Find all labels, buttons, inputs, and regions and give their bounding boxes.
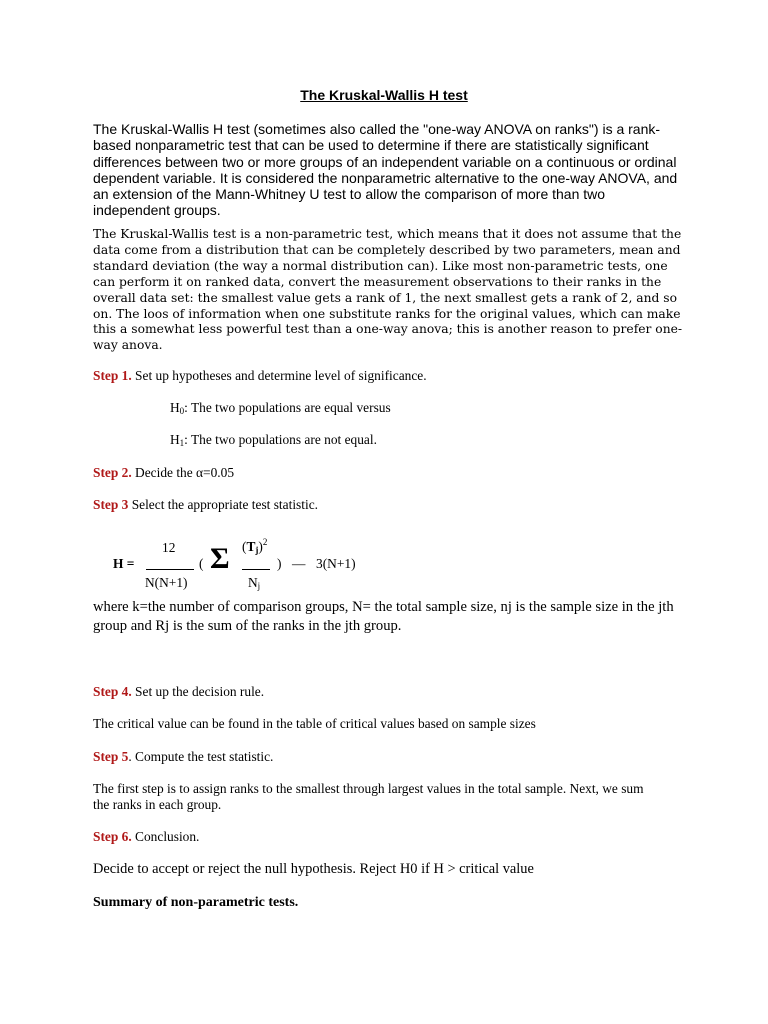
formula-n-term <box>248 575 260 591</box>
h-statistic-formula <box>0 530 768 595</box>
description-paragraph: The Kruskal-Wallis test is a non-parametric test, which means that it does not assume that the data come from a distribution that can be completely described by two parameters, mean and standard deviation (the way a normal distribution can). Like most non-parametric tests, one can perform it on ranked data, convert the measurement observations to their ranks in the overall data set: the smallest value gets a rank of 1, the next smallest gets a rank of 2, and so on. The loos of information when one substitute ranks for the original values, which can make this a somewhat less powerful test than a one-way anova; this is another reason to prefer one-way anova. <box>93 227 683 353</box>
hypothesis-null <box>170 400 391 419</box>
step-5-text: . Compute the test statistic. <box>128 749 274 764</box>
step-6-body: Decide to accept or reject the null hypothesis. Reject H0 if H > critical value <box>93 861 534 877</box>
hypothesis-alternative <box>170 432 377 451</box>
step-4-text: Set up the decision rule. <box>131 684 265 699</box>
h0-letter: H <box>170 400 180 415</box>
n-letter: N <box>248 575 258 590</box>
step-1-label: Step 1. <box>93 368 132 383</box>
step-6-label: Step 6. <box>93 829 132 844</box>
formula-close-paren: ) <box>277 556 282 571</box>
n-subscript: j <box>257 581 261 591</box>
step-5 <box>93 749 273 765</box>
t-open: ( <box>242 539 247 554</box>
h0-subscript: 0 <box>179 406 185 416</box>
step-1-text: Set up hypotheses and determine level of significance. <box>131 368 427 383</box>
step-5-body: The first step is to assign ranks to the smallest through largest values in the total sample. Next, we sum the ranks in each group. <box>93 781 644 812</box>
formula-t-term <box>242 537 267 555</box>
t-letter: T <box>246 539 256 554</box>
t-power: 2 <box>262 537 268 547</box>
formula-lhs: H = <box>113 556 135 571</box>
step-6-text: Conclusion. <box>131 829 200 844</box>
formula-denominator: N(N+1) <box>145 575 188 590</box>
step-3 <box>93 497 318 513</box>
step-4-label: Step 4. <box>93 684 132 699</box>
step-3-text: Select the appropriate test statistic. <box>128 497 318 512</box>
h1-subscript: 1 <box>179 438 185 448</box>
step-2-label: Step 2. <box>93 465 132 480</box>
inner-fraction-bar <box>242 569 270 570</box>
formula-numerator: 12 <box>162 540 176 555</box>
sigma-symbol: Σ <box>210 542 230 575</box>
step-2-text: Decide the α=0.05 <box>131 465 235 480</box>
step-3-label: Step 3 <box>93 497 129 512</box>
document-title: The Kruskal-Wallis H test <box>300 87 468 103</box>
h1-text: : The two populations are not equal. <box>184 432 377 447</box>
t-close: ) <box>258 539 263 554</box>
step-1 <box>93 368 427 384</box>
intro-paragraph: The Kruskal-Wallis H test (sometimes also called the "one-way ANOVA on ranks") is a rank-based nonparametric test that can be used to determine if there are statistically significant differences between two or more groups of an independent variable on a continuous or ordinal dependent variable. It is considered the nonparametric alternative to the one-way ANOVA, and an extension of the Mann-Whitney U test to allow the comparison of more than two independent groups. <box>93 121 678 219</box>
summary-heading: Summary of non-parametric tests. <box>93 895 299 910</box>
formula-open-paren: ( <box>199 556 204 571</box>
formula-tail: 3(N+1) <box>316 556 356 571</box>
step-4 <box>93 684 264 700</box>
fraction-bar <box>146 569 194 570</box>
h0-text: : The two populations are equal versus <box>184 400 391 415</box>
formula-minus: — <box>292 556 306 571</box>
formula-explanation: where k=the number of comparison groups, N= the total sample size, nj is the sample size in the jth group and Rj is the sum of the ranks in the jth group. <box>93 599 674 634</box>
h1-letter: H <box>170 432 180 447</box>
step-4-body: The critical value can be found in the table of critical values based on sample sizes <box>93 716 536 731</box>
step-5-label: Step 5 <box>93 749 129 764</box>
step-2 <box>93 465 234 481</box>
t-subscript: j <box>255 545 259 555</box>
step-6 <box>93 829 199 845</box>
